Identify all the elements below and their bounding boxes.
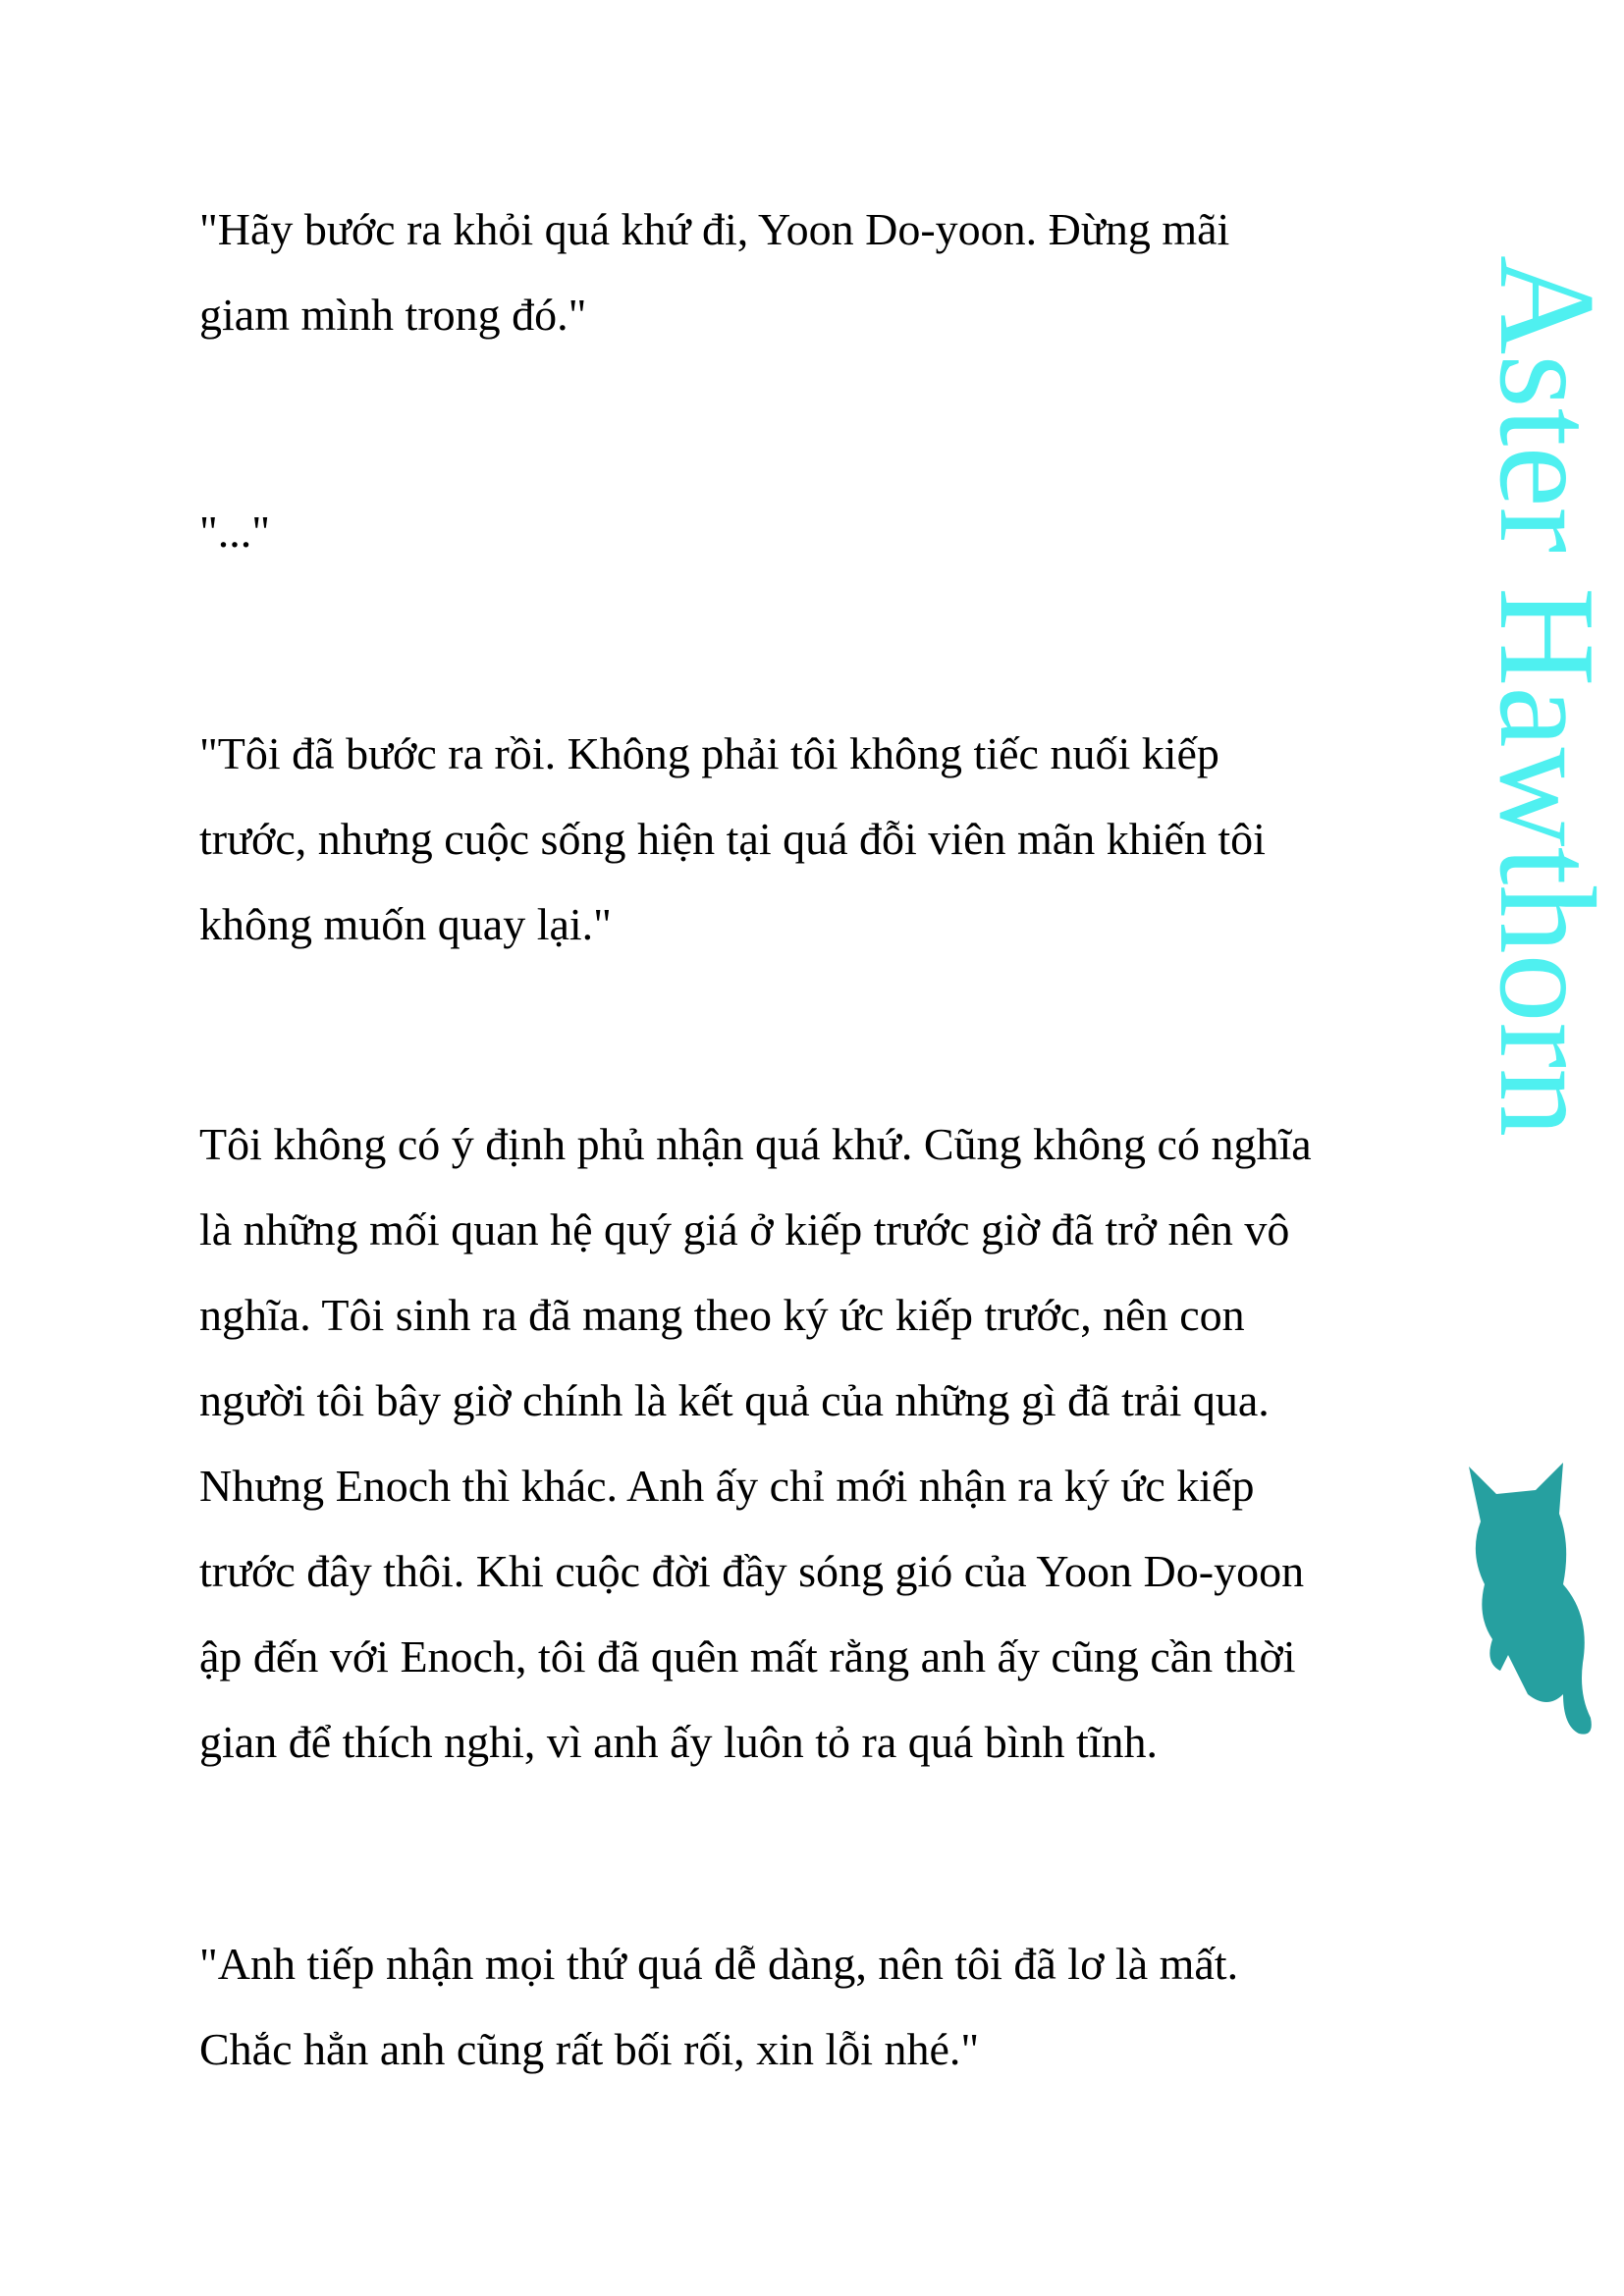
cat-silhouette-icon [1453,1453,1610,1747]
text-line: "..." [199,507,271,557]
text-line: nghĩa. Tôi sinh ra đã mang theo ký ức kiếp trước, nên con [199,1290,1245,1340]
text-line: Chắc hẳn anh cũng rất bối rối, xin lỗi nhé." [199,2024,980,2074]
text-line: "Tôi đã bước ra rồi. Không phải tôi không tiếc nuối kiếp [199,728,1219,778]
text-line: "Anh tiếp nhận mọi thứ quá dễ dàng, nên tôi đã lơ là mất. [199,1939,1239,1989]
text-line: gian để thích nghi, vì anh ấy luôn tỏ ra quá bình tĩnh. [199,1717,1159,1767]
text-line: người tôi bây giờ chính là kết quả của những gì đã trải qua. [199,1375,1270,1425]
text-line: trước, nhưng cuộc sống hiện tại quá đỗi viên mãn khiến tôi [199,814,1266,864]
text-line: trước đây thôi. Khi cuộc đời đầy sóng gió của Yoon Do-yoon [199,1546,1305,1596]
text-line: "Hãy bước ra khỏi quá khứ đi, Yoon Do-yoon. Đừng mãi [199,204,1230,254]
watermark: Aster Hawthorn [1471,255,1623,1138]
text-line: Tôi không có ý định phủ nhận quá khứ. Cũng không có nghĩa [199,1119,1312,1169]
text-line: là những mối quan hệ quý giá ở kiếp trước giờ đã trở nên vô [199,1204,1290,1255]
text-line: ập đến với Enoch, tôi đã quên mất rằng anh ấy cũng cần thời [199,1631,1296,1682]
text-line: giam mình trong đó." [199,290,587,340]
text-line: không muốn quay lại." [199,899,612,949]
text-line: Nhưng Enoch thì khác. Anh ấy chỉ mới nhận ra ký ức kiếp [199,1461,1255,1511]
